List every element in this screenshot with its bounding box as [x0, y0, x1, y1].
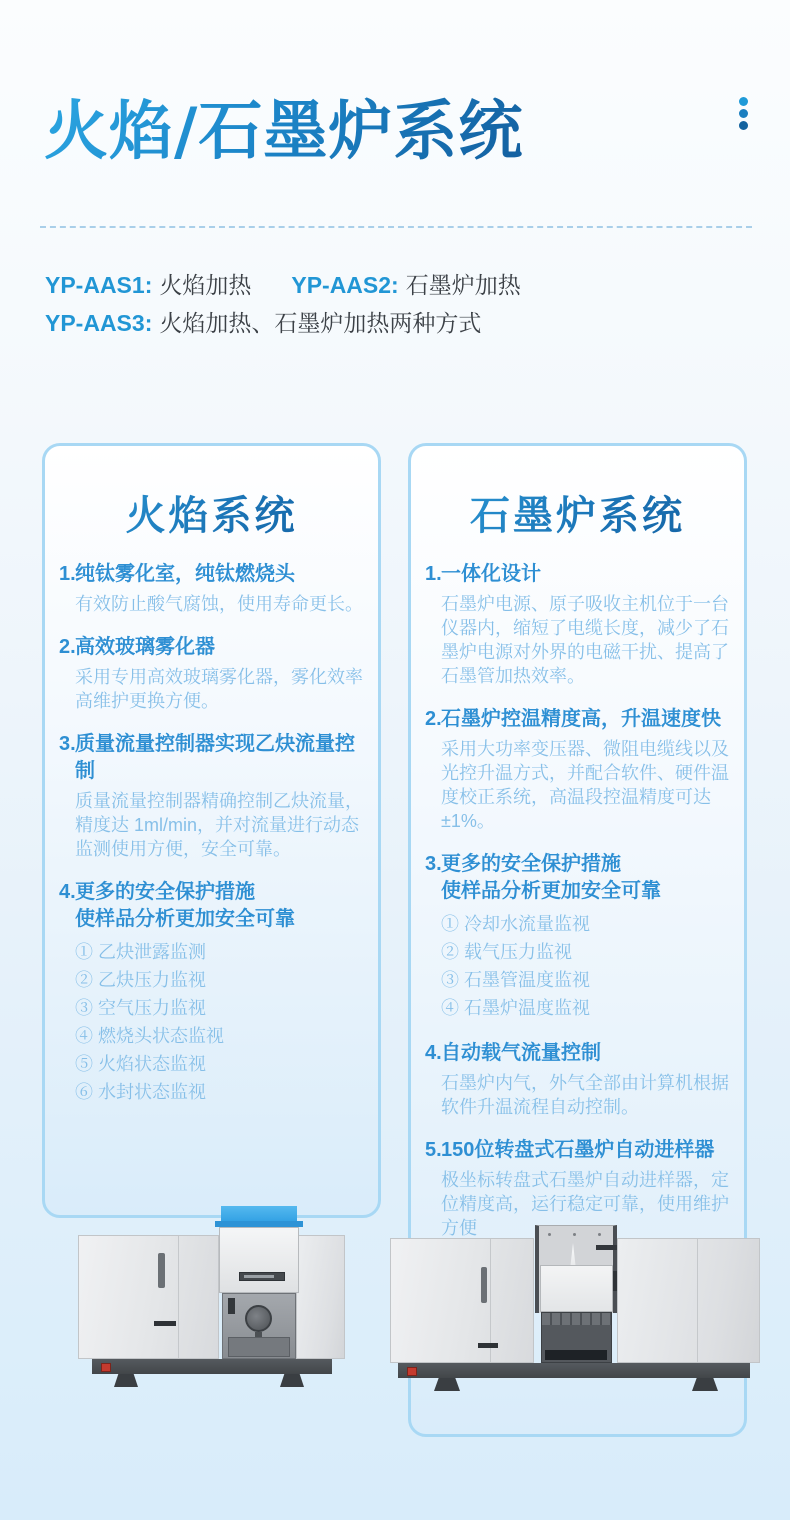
sublist-entry: ⑤ 火焰状态监视	[75, 1054, 207, 1074]
feature-number: 3.	[425, 853, 442, 875]
instrument-base	[398, 1363, 750, 1378]
cabinet-vent	[478, 1343, 498, 1348]
more-menu-button[interactable]	[733, 97, 753, 141]
model-name: YP-AAS2:	[291, 272, 399, 298]
feature-item	[411, 706, 744, 833]
furnace-slats	[542, 1313, 611, 1325]
feature-body: 采用专用高效玻璃雾化器，雾化效率高维护更换方便。	[75, 667, 363, 711]
feature-item	[45, 561, 378, 616]
cabinet-seam	[178, 1236, 179, 1358]
cabinet-handle	[481, 1267, 487, 1303]
feature-heading: 更多的安全保护措施	[441, 853, 621, 875]
feature-body: 采用大功率变压器、微阻电缆线以及光控升温方式，并配合软件、硬件温度校正系统，高温段控温精度可达±1%。	[441, 739, 729, 831]
feature-number: 2.	[59, 636, 76, 658]
ellipsis-dot-icon	[739, 109, 748, 118]
feature-item	[45, 634, 378, 713]
feature-body: 石墨炉内气，外气全部由计算机根据软件升温流程自动控制。	[441, 1073, 729, 1117]
tower-display-label	[244, 1275, 274, 1278]
feature-number: 2.	[425, 708, 442, 730]
instrument-right-cabinet	[617, 1238, 760, 1363]
flame-feature-list	[45, 561, 378, 1106]
model-line-2	[45, 304, 521, 342]
feature-body: 有效防止酸气腐蚀，使用寿命更长。	[75, 594, 363, 614]
flame-card-title: 火焰系统	[45, 484, 378, 541]
feature-number: 3.	[59, 733, 76, 755]
feature-item	[45, 731, 378, 861]
dashed-divider	[40, 226, 752, 228]
feature-body: 极坐标转盘式石墨炉自动进样器，定位精度高，运行稳定可靠，使用维护方便	[441, 1170, 729, 1238]
feature-heading: 纯钛雾化室，纯钛燃烧头	[75, 563, 295, 585]
graphite-aas-instrument-image	[390, 1225, 760, 1391]
sublist-entry: ⑥ 水封状态监视	[75, 1082, 207, 1102]
flame-aas-instrument-image	[78, 1206, 345, 1390]
cabinet-handle	[158, 1253, 165, 1288]
model-desc: 火焰加热	[159, 272, 252, 298]
feature-item	[411, 561, 744, 688]
feature-sublist	[75, 938, 366, 1106]
feature-item	[411, 851, 744, 1022]
ellipsis-dot-icon	[739, 121, 748, 130]
screw-dot	[548, 1233, 551, 1236]
sublist-entry: ④ 石墨炉温度监视	[441, 998, 591, 1018]
feature-body: 质量流量控制器精确控制乙炔流量，精度达 1ml/min，并对流量进行动态监测使用方便，安全可靠。	[75, 791, 363, 859]
feature-sublist	[441, 910, 732, 1022]
sublist-entry: ② 乙炔压力监视	[75, 970, 207, 990]
sublist-entry: ③ 石墨管温度监视	[441, 970, 591, 990]
instrument-left-cabinet	[390, 1238, 534, 1363]
instrument-base	[92, 1359, 332, 1374]
sublist-entry: ② 载气压力监视	[441, 942, 573, 962]
ellipsis-dot-icon	[739, 97, 748, 106]
sublist-entry: ③ 空气压力监视	[75, 998, 207, 1018]
instrument-tower-panel	[219, 1227, 299, 1293]
graphite-feature-list	[411, 561, 744, 1240]
nebulizer-burner	[245, 1305, 272, 1332]
model-list	[45, 266, 521, 342]
power-switch	[407, 1367, 417, 1376]
cabinet-seam	[697, 1239, 698, 1362]
furnace-connectors	[545, 1350, 607, 1360]
model-desc: 石墨炉加热	[405, 272, 521, 298]
model-line-1	[45, 266, 521, 304]
feature-heading: 自动载气流量控制	[441, 1042, 601, 1064]
feature-heading: 使样品分析更加安全可靠	[75, 908, 295, 930]
page-title: 火焰/石墨炉系统	[44, 92, 523, 172]
screw-dot	[573, 1233, 576, 1236]
instrument-foot	[434, 1378, 460, 1391]
feature-item	[45, 879, 378, 1106]
model-name: YP-AAS1:	[45, 272, 153, 298]
feature-heading: 150位转盘式石墨炉自动进样器	[441, 1139, 715, 1161]
instrument-foot	[280, 1374, 304, 1387]
feature-number: 5.	[425, 1139, 442, 1161]
feature-number: 1.	[425, 563, 442, 585]
feature-number: 1.	[59, 563, 76, 585]
screw-dot	[598, 1233, 601, 1236]
power-switch	[101, 1363, 111, 1372]
instrument-foot	[114, 1374, 138, 1387]
feature-number: 4.	[425, 1042, 442, 1064]
feature-heading: 石墨炉控温精度高，升温速度快	[441, 708, 721, 730]
burner-pipe	[228, 1298, 235, 1314]
feature-heading: 更多的安全保护措施	[75, 881, 255, 903]
feature-number: 4.	[59, 881, 76, 903]
model-name: YP-AAS3:	[45, 310, 153, 336]
graphite-card-title: 石墨炉系统	[411, 484, 744, 541]
feature-heading: 质量流量控制器实现乙炔流量控制	[75, 733, 355, 782]
feature-item	[411, 1040, 744, 1119]
model-desc: 火焰加热、石墨炉加热两种方式	[159, 310, 482, 336]
instrument-right-cabinet	[296, 1235, 345, 1359]
cabinet-vent	[154, 1321, 176, 1326]
feature-body: 石墨炉电源、原子吸收主机位于一台仪器内，缩短了电缆长度，减少了石墨炉电源对外界的电磁干扰、提高了石墨管加热效率。	[441, 594, 729, 686]
sublist-entry: ④ 燃烧头状态监视	[75, 1026, 225, 1046]
flame-system-card	[42, 443, 381, 1218]
instrument-foot	[692, 1378, 718, 1391]
feature-heading: 使样品分析更加安全可靠	[441, 880, 661, 902]
furnace-front-lid	[540, 1265, 613, 1312]
feature-heading: 一体化设计	[441, 563, 541, 585]
feature-heading: 高效玻璃雾化器	[75, 636, 215, 658]
compartment-drawer	[228, 1337, 290, 1357]
instrument-left-cabinet	[78, 1235, 219, 1359]
sublist-entry: ① 乙炔泄露监测	[75, 942, 207, 962]
sublist-entry: ① 冷却水流量监视	[441, 914, 591, 934]
